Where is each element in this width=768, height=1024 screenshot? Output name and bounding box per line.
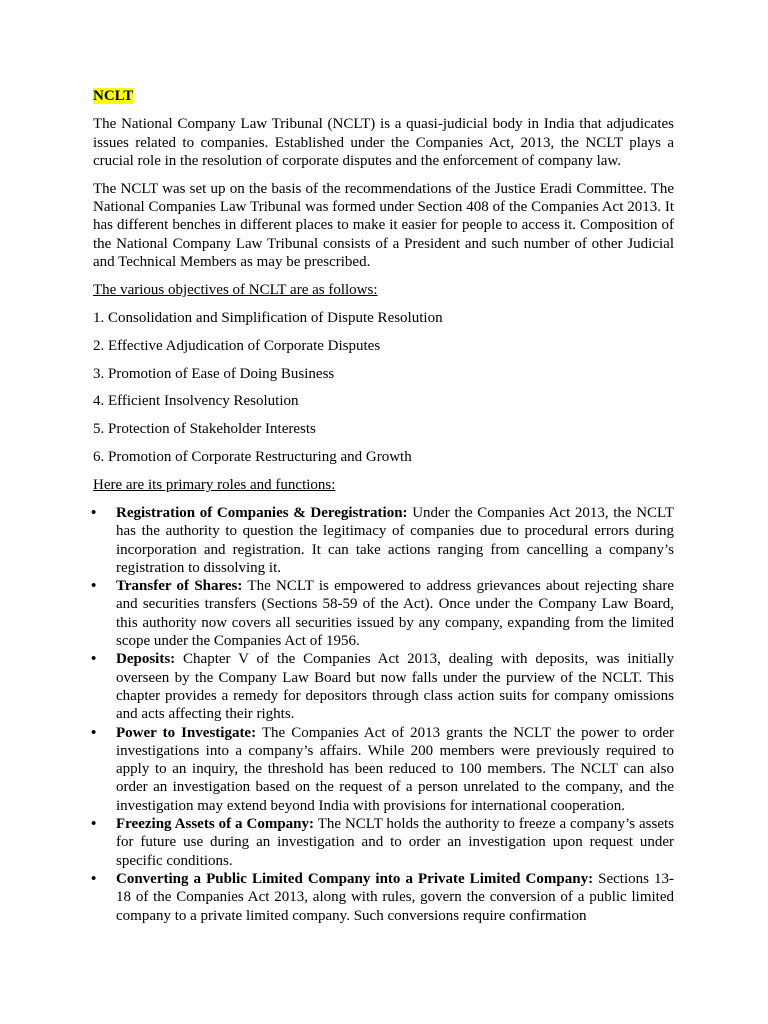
- role-text: The NCLT holds the authority to freeze a company’s assets for future use during an investigation and to order an investigation upon request under specific conditions.: [116, 816, 674, 869]
- objective-item: 4. Efficient Insolvency Resolution: [93, 393, 299, 410]
- role-item: [93, 577, 674, 650]
- role-text: Chapter V of the Companies Act 2013, dealing with deposits, was initially overseen by the Company Law Board but now falls under the purview of the NCLT. This chapter provides a remedy for depositors through class action suits for company omissions and acts affecting their rights.: [116, 651, 674, 723]
- document-body: [93, 87, 674, 925]
- role-item: [93, 815, 674, 870]
- title-highlight: NCLT: [93, 88, 134, 104]
- role-text: The Companies Act of 2013 grants the NCLT the power to order investigations into a company’s affairs. While 200 members were previously required to apply to an inquiry, the threshold has been reduced to 100 members. The NCLT can also order an investigation based on the request of a person unrelated to the company, and the investigation may extend beyond India with provisions for international cooperation.: [116, 724, 674, 814]
- objective-item: 5. Protection of Stakeholder Interests: [93, 421, 316, 438]
- roles-list: [93, 504, 674, 925]
- role-text: The NCLT is empowered to address grievances about rejecting share and securities transfers (Sections 58-59 of the Act). Once under the Company Law Board, this authority now covers all securities issued by any company, expanding from the limited scope under the Companies Act of 1956.: [116, 578, 675, 650]
- intro-paragraph: The NCLT was set up on the basis of the recommendations of the Justice Eradi Committee. The National Companies Law Tribunal was formed under Section 408 of the Companies Act 2013. It has different benches in different places to make it easier for people to access it. Composition of the National Company Law Tribunal consists of a President and such number of other Judicial and Technical Members as may be prescribed.: [93, 180, 674, 270]
- intro-paragraph: The National Company Law Tribunal (NCLT) is a quasi-judicial body in India that adjudicates issues related to companies. Established under the Companies Act, 2013, the NCLT plays a crucial role in the resolution of corporate disputes and the enforcement of company law.: [93, 116, 674, 169]
- bullet-icon: •: [91, 870, 97, 887]
- objective-item: 2. Effective Adjudication of Corporate Disputes: [93, 337, 381, 354]
- role-text: Sections 13-18 of the Companies Act 2013, along with rules, govern the conversion of a public limited company to a private limited company. Such conversions require confirmation: [116, 870, 674, 924]
- role-item: [93, 504, 674, 577]
- objective-item: 3. Promotion of Ease of Doing Business: [93, 365, 335, 382]
- role-label: Registration of Companies & Deregistration:: [116, 504, 408, 521]
- bullet-icon: •: [91, 651, 97, 668]
- objectives-heading: The various objectives of NCLT are as follows:: [93, 281, 378, 298]
- bullet-icon: •: [91, 816, 97, 833]
- role-label: Converting a Public Limited Company into a Private Limited Company:: [116, 870, 594, 887]
- objective-item: 1. Consolidation and Simplification of Dispute Resolution: [93, 309, 443, 326]
- role-text: Under the Companies Act 2013, the NCLT has the authority to question the legitimacy of companies due to procedural errors during incorporation and registration. It can take actions ranging from cancelling a company’s registration to dissolving it.: [116, 504, 675, 576]
- role-label: Deposits:: [116, 651, 176, 668]
- role-label: Power to Investigate:: [116, 724, 257, 741]
- document-title: [93, 87, 674, 105]
- role-label: Transfer of Shares:: [116, 578, 243, 595]
- bullet-icon: •: [91, 724, 97, 741]
- role-item: [93, 870, 674, 925]
- bullet-icon: •: [91, 578, 97, 595]
- role-item: [93, 650, 674, 723]
- role-item: [93, 724, 674, 815]
- bullet-icon: •: [91, 504, 97, 521]
- role-label: Freezing Assets of a Company:: [116, 816, 315, 833]
- roles-heading: Here are its primary roles and functions:: [93, 477, 336, 494]
- objective-item: 6. Promotion of Corporate Restructuring and Growth: [93, 449, 412, 466]
